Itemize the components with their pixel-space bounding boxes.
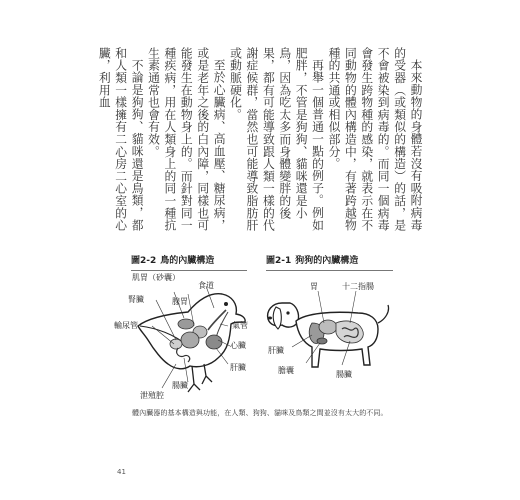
bird-label-intestine: 腸臟 bbox=[172, 381, 188, 390]
page-number: 41 bbox=[117, 468, 126, 476]
paragraph-1: 本來動物的身體若沒有吸附病毒的受器（或類似的構造）的話，是不會被染到病毒的。而同一個病毒會發生跨物種的感染，就表示在不同動物的體內構造中，有著跨越物種的共通或相似部分。 bbox=[326, 47, 423, 232]
paragraph-3: 至於心臟病、高血壓、糖尿病，或是老年之後的白內障，同樣也可能發生在動物身上的。而針對同一種疾病，用在人類身上的同一種抗生素通常也會有效。 bbox=[146, 47, 227, 232]
bird-label-proventriculus: 腺胃 bbox=[172, 297, 188, 306]
bird-label-kidney: 腎臟 bbox=[128, 295, 144, 304]
bird-figure-rule bbox=[131, 270, 247, 271]
dog-label-duodenum: 十二指腸 bbox=[342, 282, 374, 291]
body-text-vertical bbox=[94, 47, 424, 232]
bird-label-gizzard: 肌胃（砂囊） bbox=[132, 273, 180, 282]
paragraph-4: 不論是狗狗、貓咪還是鳥類，都和人類一樣擁有二心房二心室的心臟，利用血 bbox=[97, 47, 145, 232]
bird-label-trachea: 氣管 bbox=[232, 321, 248, 330]
dog-label-gallbladder: 膽囊 bbox=[278, 366, 294, 375]
dog-figure-name: 狗狗的內臟構造 bbox=[295, 256, 359, 266]
figure-caption: 體內臟器的基本構造與功能，在人類、狗狗、貓咪及鳥類之間並沒有太大的不同。 bbox=[132, 409, 388, 417]
dog-label-liver: 肝臟 bbox=[268, 346, 284, 355]
bird-anatomy-illustration bbox=[114, 273, 253, 403]
bird-label-esophagus: 食道 bbox=[198, 281, 214, 290]
bird-figure-title bbox=[131, 253, 214, 266]
bird-label-liver: 肝臟 bbox=[230, 363, 246, 372]
dog-figure-rule bbox=[266, 270, 393, 271]
dog-anatomy-illustration bbox=[262, 283, 392, 388]
dog-label-stomach: 胃 bbox=[310, 282, 318, 291]
dog-figure-title bbox=[266, 253, 358, 266]
paragraph-2: 再舉一個普通一點的例子。例如肥胖，不管是狗狗、貓咪還是小鳥，因為吃太多而身體變胖的後果，都有可能導致跟人類一樣的代謝症候群，當然也可能導致脂肪肝或動脈硬化。 bbox=[228, 47, 325, 232]
dog-label-intestine: 腸臟 bbox=[336, 370, 352, 379]
dog-figure-number: 圖2-1 bbox=[266, 256, 292, 266]
bird-label-cloaca: 泄殖腔 bbox=[140, 391, 164, 400]
bird-figure-name: 鳥的內臟構造 bbox=[160, 256, 215, 266]
bird-figure-number: 圖2-2 bbox=[131, 256, 157, 266]
bird-label-heart: 心臟 bbox=[230, 341, 246, 350]
bird-label-ureter: 輸尿管 bbox=[114, 321, 138, 330]
